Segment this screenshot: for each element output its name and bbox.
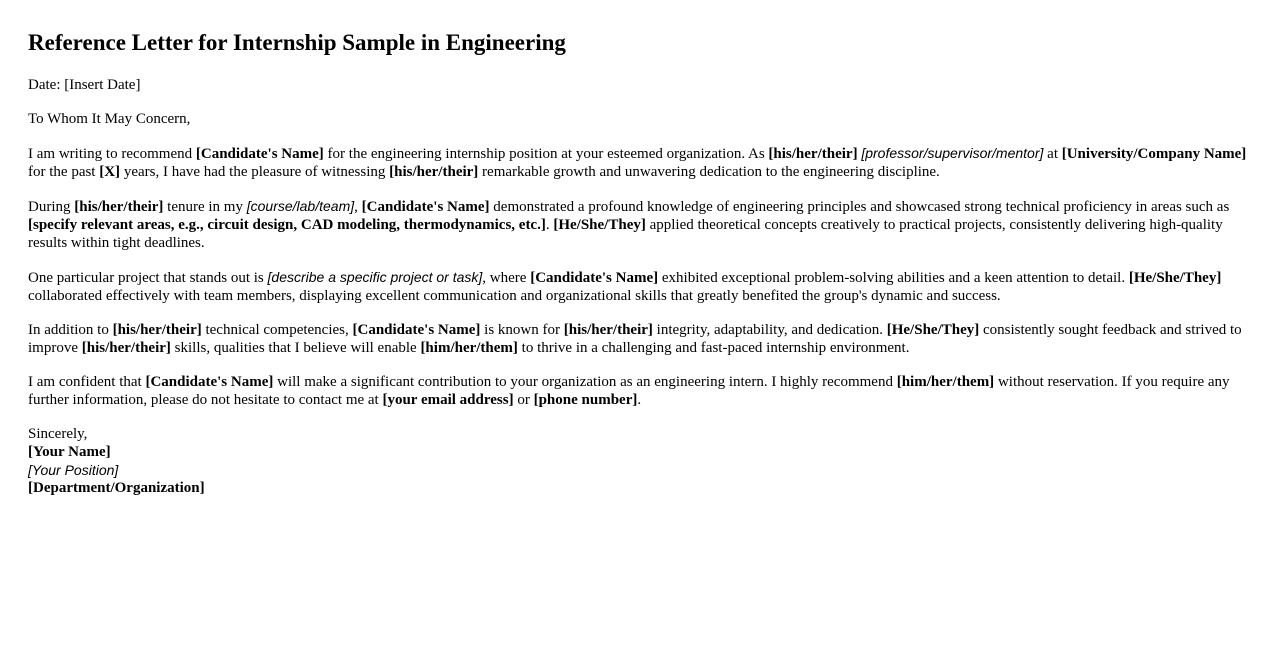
paragraph-character (28, 321, 1250, 357)
text-run: . (545, 217, 554, 233)
text-run: technical competencies, (201, 322, 353, 338)
text-run: demonstrated a profound knowledge of engineering principles and showcased strong technical proficiency in areas such as (489, 199, 1230, 215)
closing-sincerely: Sincerely, (28, 426, 88, 442)
text-run: , (354, 199, 362, 215)
text-run: is known for (480, 322, 564, 338)
placeholder-course: [course/lab/team] (246, 198, 355, 214)
placeholder-candidate-name: [Candidate's Name] (352, 322, 481, 338)
placeholder-candidate-name: [Candidate's Name] (361, 199, 490, 215)
placeholder-pronoun: [his/her/their] (81, 340, 171, 356)
placeholder-pronoun: [his/her/their] (389, 164, 479, 180)
placeholder-role: [professor/supervisor/mentor] (861, 145, 1044, 161)
placeholder-pronoun: [He/She/They] (886, 322, 980, 338)
placeholder-candidate-name: [Candidate's Name] (530, 270, 659, 286)
text-run: remarkable growth and unwavering dedication to the engineering discipline. (478, 164, 940, 180)
placeholder-pronoun: [his/her/their] (563, 322, 653, 338)
paragraph-skills (28, 197, 1250, 252)
text-run: without reservation. If you require any further information, please do not hesitate to contact me at (28, 374, 1230, 408)
signature-position: [Your Position] (28, 462, 119, 478)
text-run: During (28, 199, 75, 215)
text-run: for the engineering internship position at your esteemed organization. As (323, 146, 769, 162)
placeholder-email: [your email address] (382, 392, 514, 408)
text-run: skills, qualities that I believe will enable (170, 340, 421, 356)
text-run: exhibited exceptional problem-solving abilities and a keen attention to detail. (658, 270, 1129, 286)
placeholder-pronoun: [his/her/their] (74, 199, 164, 215)
text-run: I am confident that (28, 374, 146, 390)
text-run: , where (482, 270, 531, 286)
placeholder-pronoun: [He/She/They] (1128, 270, 1222, 286)
text-run: tenure in my (163, 199, 247, 215)
signature-name: [Your Name] (28, 444, 111, 460)
text-run: integrity, adaptability, and dedication. (652, 322, 887, 338)
paragraph-recommendation (28, 373, 1250, 409)
placeholder-pronoun: [his/her/their] (112, 322, 202, 338)
paragraph-project (28, 268, 1250, 305)
text-run: or (513, 392, 534, 408)
placeholder-candidate-name: [Candidate's Name] (145, 374, 274, 390)
text-run: to thrive in a challenging and fast-paced internship environment. (517, 340, 910, 356)
placeholder-institution: [University/Company Name] (1061, 146, 1247, 162)
text-run: collaborated effectively with team members, displaying excellent communication and organizational skills that greatly benefited the group's dynamic and success. (28, 288, 1001, 304)
placeholder-candidate-name: [Candidate's Name] (195, 146, 324, 162)
placeholder-pronoun: [his/her/their] (768, 146, 858, 162)
date-line: Date: [Insert Date] (28, 77, 141, 93)
text-run: One particular project that stands out is (28, 270, 268, 286)
text-run: I am writing to recommend (28, 146, 196, 162)
placeholder-pronoun: [him/her/them] (420, 340, 518, 356)
signature-block (28, 425, 1250, 497)
placeholder-project: [describe a specific project or task] (267, 269, 483, 285)
text-run: will make a significant contribution to your organization as an engineering intern. I highly recommend (273, 374, 897, 390)
text-run: In addition to (28, 322, 113, 338)
placeholder-areas: [specify relevant areas, e.g., circuit design, CAD modeling, thermodynamics, etc.] (28, 217, 546, 233)
page-title: Reference Letter for Internship Sample in Engineering (28, 30, 566, 55)
salutation: To Whom It May Concern, (28, 111, 191, 127)
text-run: for the past (28, 164, 100, 180)
text-run: years, I have had the pleasure of witnessing (120, 164, 390, 180)
placeholder-phone: [phone number] (533, 392, 638, 408)
text-run: applied theoretical concepts creatively to practical projects, consistently delivering high-quality results within tight deadlines. (28, 217, 1223, 251)
placeholder-pronoun: [him/her/them] (896, 374, 995, 390)
placeholder-years: [X] (99, 164, 121, 180)
placeholder-pronoun: [He/She/They] (553, 217, 646, 233)
text-run: consistently sought feedback and strived to improve (28, 322, 1242, 356)
text-run: at (1043, 146, 1062, 162)
text-run: . (637, 392, 642, 408)
signature-department: [Department/Organization] (28, 480, 205, 496)
paragraph-intro (28, 144, 1250, 181)
